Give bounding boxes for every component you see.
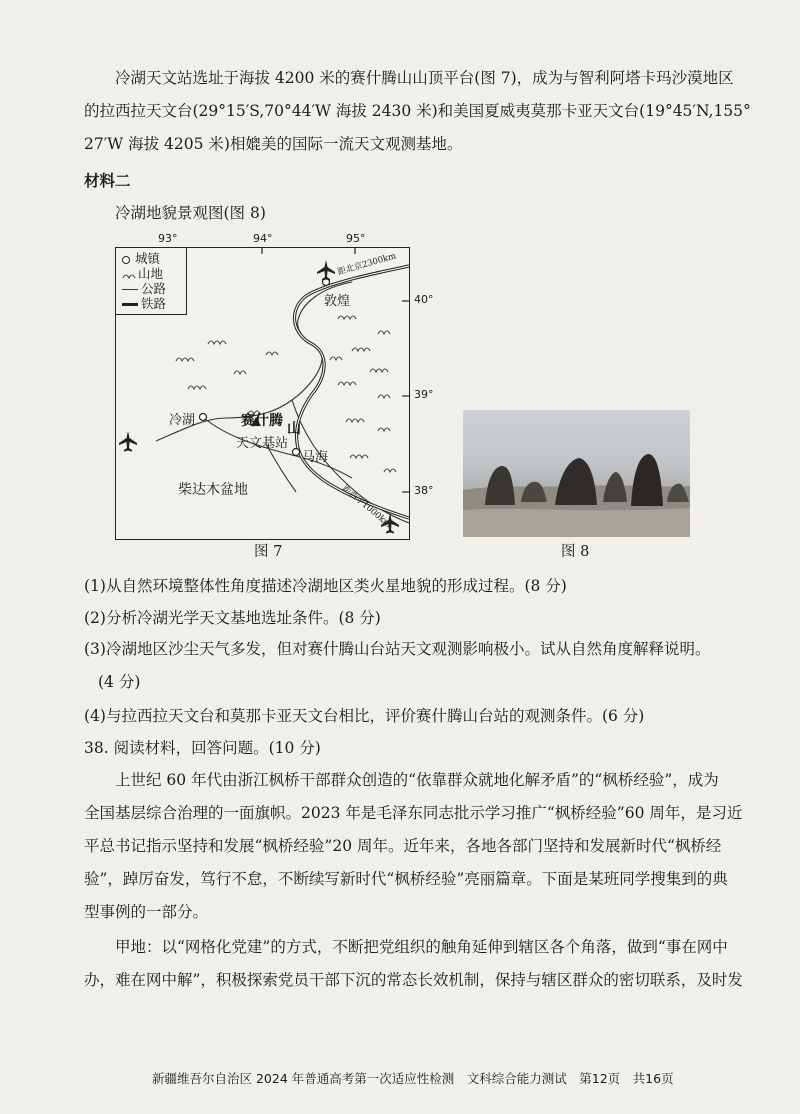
town-legend-icon	[122, 256, 130, 264]
latitude-tick: 40°	[414, 293, 434, 306]
question-3: (3)冷湖地区沙尘天气多发，但对赛什腾山台站天文观测影响极小。试从自然角度解释说明。	[84, 640, 711, 658]
longitude-tick: 93°	[158, 232, 178, 245]
longitude-tick: 94°	[253, 232, 273, 245]
town-mahai-marker	[293, 449, 300, 456]
legend-highway-label: 公路	[141, 281, 167, 296]
label-lenghu: 冷湖	[169, 413, 196, 428]
airplane-icon	[119, 431, 137, 452]
figure-8-photo	[463, 410, 690, 537]
map-legend	[116, 248, 187, 315]
legend-railway-label: 铁路	[141, 296, 167, 311]
longitude-tick: 95°	[346, 232, 366, 245]
label-road-north: 距北京2300km	[336, 251, 398, 278]
question-2: (2)分析冷湖光学天文基地选址条件。(8 分)	[84, 609, 381, 627]
paragraph-line: 冷湖天文站选址于海拔 4200 米的赛什腾山山顶平台(图 7)，成为与智利阿塔卡玛沙漠地区	[115, 69, 734, 87]
label-mahai: 马海	[302, 450, 329, 465]
label-saishiteng: 赛什腾	[241, 413, 283, 429]
yardang-landform-image	[463, 410, 690, 537]
figure-7-map	[115, 247, 410, 540]
figure-8-caption: 图 8	[561, 544, 590, 560]
question-4: (4)与拉西拉天文台和莫那卡亚天文台相比，评价赛什腾山台站的观测条件。(6 分)	[84, 707, 645, 725]
question-38-title: 38. 阅读材料，回答问题。(10 分)	[84, 739, 321, 757]
legend-mountain-label: 山地	[138, 266, 164, 281]
label-dunhuang: 敦煌	[324, 294, 351, 309]
highway-line-branch	[266, 444, 296, 492]
question-3-score: (4 分)	[98, 673, 141, 691]
label-road-south: 距西宁1000km	[340, 483, 393, 530]
airplane-icon	[317, 260, 335, 281]
legend-town-label: 城镇	[135, 251, 161, 266]
q38-paragraph-line: 全国基层综合治理的一面旗帜。2023 年是毛泽东同志批示学习推广“枫桥经验”60 周年，是习近	[84, 804, 743, 822]
latitude-tick: 38°	[414, 484, 434, 497]
label-observatory: 天文基站	[236, 436, 289, 451]
q38-paragraph-line: 平总书记指示坚持和发展“枫桥经验”20 周年。近年来，各地各部门坚持和发展新时代“枫桥经	[84, 837, 722, 855]
label-qaidam-basin: 柴达木盆地	[178, 482, 248, 498]
material-subheading: 冷湖地貌景观图(图 8)	[115, 204, 266, 222]
q38-paragraph-line: 验”，踔厉奋发，笃行不怠，不断续写新时代“枫桥经验”亮丽篇章。下面是某班同学搜集到的典	[84, 870, 728, 888]
paragraph-line: 的拉西拉天文台(29°15′S,70°44′W 海拔 2430 米)和美国夏威夷莫那卡亚天文台(19°45′N,155°	[84, 102, 751, 120]
page-footer: 新疆维吾尔自治区 2024 年普通高考第一次适应性检测 文科综合能力测试 第12页 共16页	[152, 1071, 674, 1086]
town-lenghu-marker	[200, 414, 207, 421]
mountain-legend-icon	[122, 267, 136, 282]
q38-paragraph-line: 上世纪 60 年代由浙江枫桥干部群众创造的“依靠群众就地化解矛盾”的“枫桥经验”，成为	[115, 771, 719, 789]
label-saishiteng-mountain: 山	[287, 421, 301, 437]
q38-paragraph-line: 办，难在网中解”，积极探索党员干部下沉的常态长效机制，保持与辖区群众的密切联系，及时发	[84, 971, 743, 989]
highway-legend-icon	[122, 289, 138, 290]
question-1: (1)从自然环境整体性角度描述冷湖地区类火星地貌的形成过程。(8 分)	[84, 577, 567, 595]
q38-paragraph-line: 型事例的一部分。	[84, 903, 209, 921]
latitude-tick: 39°	[414, 388, 434, 401]
railway-legend-icon	[122, 303, 138, 306]
material-heading: 材料二	[84, 171, 131, 190]
q38-paragraph-line: 甲地：以“网格化党建”的方式，不断把党组织的触角延伸到辖区各个角落，做到“事在网中	[115, 938, 728, 956]
figure-7-caption: 图 7	[254, 544, 283, 560]
paragraph-line: 27′W 海拔 4205 米)相媲美的国际一流天文观测基地。	[84, 135, 463, 153]
railway-line	[295, 266, 409, 518]
